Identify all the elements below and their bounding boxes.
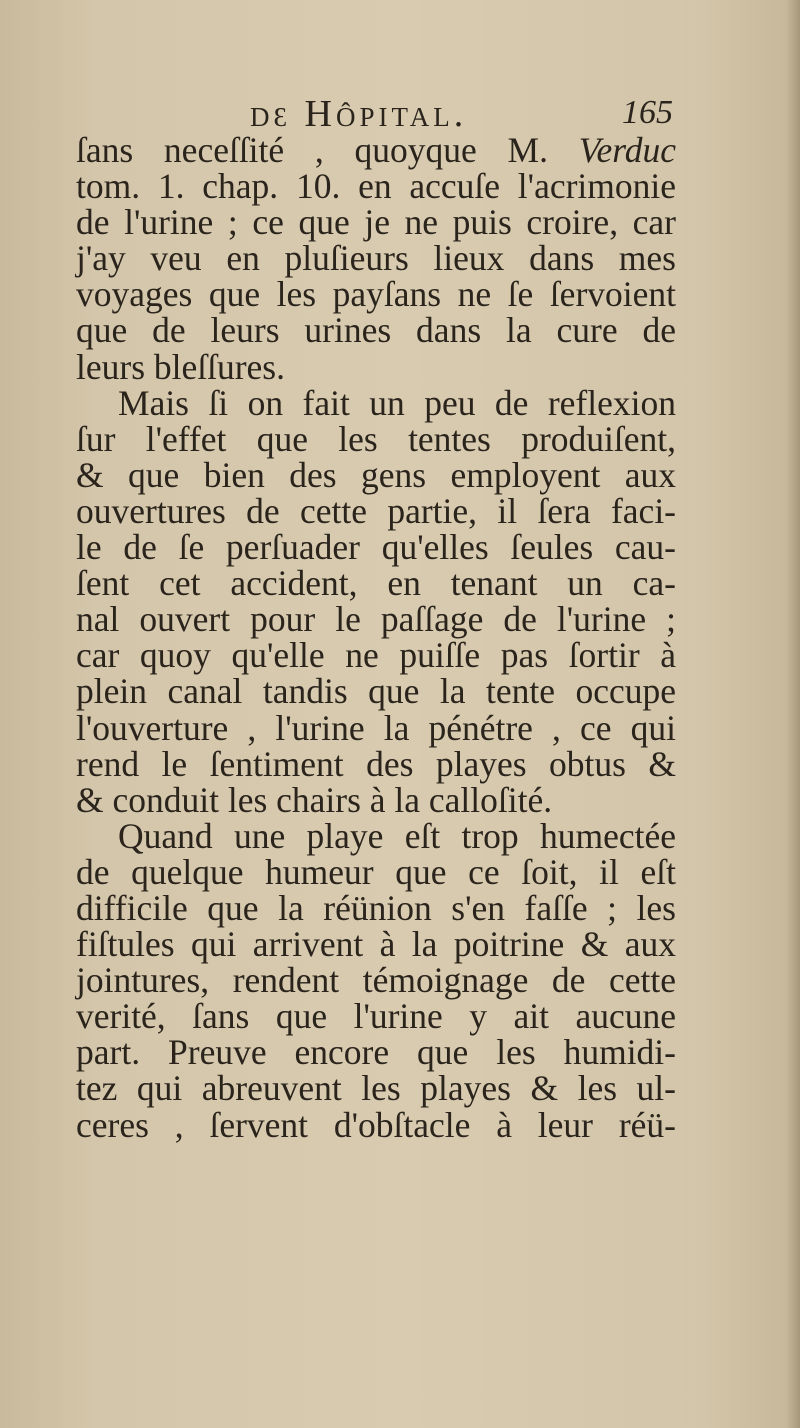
text-line: plein canal tandis que la tente occupe <box>76 671 676 712</box>
text-line: de quelque humeur que ce ſoit, il eſt <box>76 851 676 892</box>
text-segment: ſans neceſſité , quoyque M. <box>76 130 548 170</box>
body-text <box>76 132 676 1143</box>
author-name: Verduc <box>578 130 676 170</box>
text-line: de l'urine ; ce que je ne puis croire, car <box>76 202 676 243</box>
text-line: & que bien des gens employent aux <box>76 454 676 495</box>
text-line <box>76 132 676 168</box>
text-line: tom. 1. chap. 10. en accuſe l'acrimonie <box>76 166 676 207</box>
text-line: l'ouverture , l'urine la pénétre , ce qui <box>76 707 676 748</box>
text-line: que de leurs urines dans la cure de <box>76 310 676 351</box>
text-line: ouvertures de cette partie, il ſera faci- <box>76 490 676 531</box>
page-edge-shadow <box>786 0 800 1428</box>
text-line: tez qui abreuvent les playes & les ul- <box>76 1068 676 1109</box>
text-line: & conduit les chairs à la calloſité. <box>76 779 553 820</box>
text-line: rend le ſentiment des playes obtus & <box>76 743 676 784</box>
text-line: Mais ſi on fait un peu de reflexion <box>118 382 676 423</box>
text-line: nal ouvert pour le paſſage de l'urine ; <box>76 599 676 640</box>
text-line: voyages que les payſans ne ſe ſervoient <box>76 274 676 315</box>
running-title: dɛ Hôpital. <box>250 93 468 135</box>
text-line: leurs bleſſures. <box>76 346 285 387</box>
text-line: car quoy qu'elle ne puiſſe pas ſortir à <box>76 635 676 676</box>
text-line: j'ay veu en pluſieurs lieux dans mes <box>76 238 676 279</box>
text-line: ſent cet accident, en tenant un ca- <box>76 563 676 604</box>
page-number: 165 <box>622 94 673 131</box>
text-line: ceres , ſervent d'obſtacle à leur réü- <box>76 1104 676 1145</box>
text-line: difficile que la réünion s'en faſſe ; les <box>76 887 676 928</box>
text-line: part. Preuve encore que les humidi- <box>76 1032 676 1073</box>
text-line: Quand une playe eſt trop humectée <box>118 815 676 856</box>
text-line: ſur l'effet que les tentes produiſent, <box>76 418 676 459</box>
text-line: verité, ſans que l'urine y ait aucune <box>76 996 676 1037</box>
text-line: le de ſe perſuader qu'elles ſeules cau- <box>76 527 676 568</box>
text-line: fiſtules qui arrivent à la poitrine & aux <box>76 924 676 965</box>
text-line: jointures, rendent témoignage de cette <box>76 960 676 1001</box>
